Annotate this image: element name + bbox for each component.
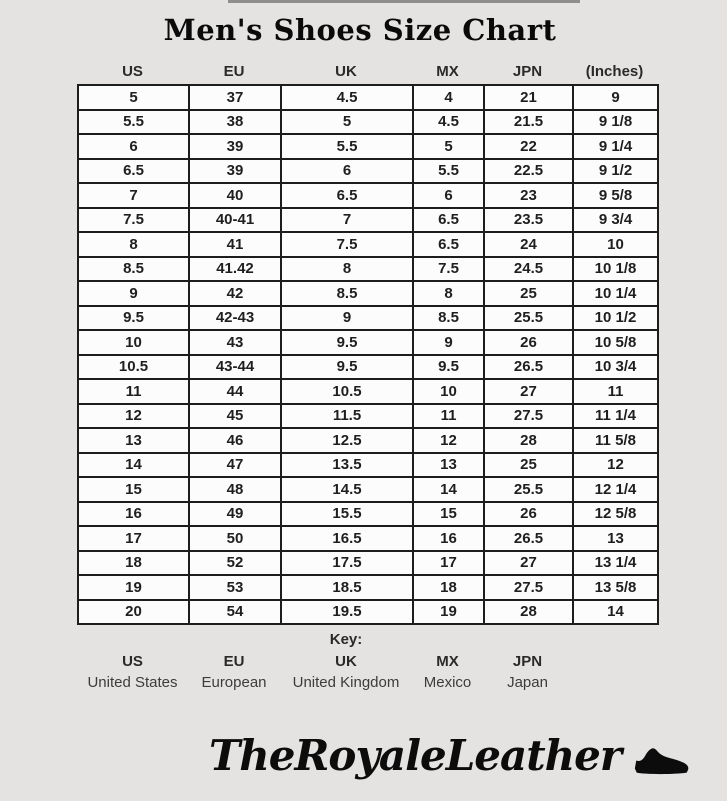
table-cell: 6 <box>281 159 413 184</box>
table-cell: 7 <box>281 208 413 233</box>
table-cell: 9 <box>281 306 413 331</box>
table-cell: 12 1/4 <box>573 477 658 502</box>
table-cell: 24 <box>484 232 573 257</box>
table-cell: 9.5 <box>413 355 484 380</box>
table-cell: 13 <box>413 453 484 478</box>
column-header-mx: MX <box>436 62 459 80</box>
table-column-headers <box>77 58 657 84</box>
table-cell: 9.5 <box>281 330 413 355</box>
table-cell: 20 <box>78 600 189 625</box>
table-cell: 10 <box>78 330 189 355</box>
table-cell: 42 <box>189 281 281 306</box>
table-cell: 13.5 <box>281 453 413 478</box>
table-row <box>78 453 658 478</box>
table-cell: 10 1/2 <box>573 306 658 331</box>
table-cell: 9 3/4 <box>573 208 658 233</box>
table-cell: 27.5 <box>484 575 573 600</box>
table-cell: 12 5/8 <box>573 502 658 527</box>
table-cell: 11 1/4 <box>573 404 658 429</box>
table-cell: 8.5 <box>78 257 189 282</box>
key-name-jpn: Japan <box>507 674 548 691</box>
table-cell: 16 <box>413 526 484 551</box>
table-cell: 14.5 <box>281 477 413 502</box>
table-cell: 48 <box>189 477 281 502</box>
table-cell: 10 5/8 <box>573 330 658 355</box>
table-cell: 28 <box>484 600 573 625</box>
table-cell: 24.5 <box>484 257 573 282</box>
table-cell: 13 <box>78 428 189 453</box>
table-cell: 12 <box>413 428 484 453</box>
table-row <box>78 232 658 257</box>
table-cell: 5.5 <box>78 110 189 135</box>
table-cell: 38 <box>189 110 281 135</box>
table-cell: 11 <box>78 379 189 404</box>
size-table-body <box>78 85 658 624</box>
table-cell: 25.5 <box>484 306 573 331</box>
table-cell: 10 1/8 <box>573 257 658 282</box>
column-header-inches: (Inches) <box>585 62 644 80</box>
table-cell: 4.5 <box>281 85 413 110</box>
table-cell: 49 <box>189 502 281 527</box>
table-cell: 7 <box>78 183 189 208</box>
table-cell: 41.42 <box>189 257 281 282</box>
table-row <box>78 355 658 380</box>
table-cell: 6.5 <box>281 183 413 208</box>
table-cell: 18.5 <box>281 575 413 600</box>
table-row <box>78 159 658 184</box>
table-cell: 9 1/8 <box>573 110 658 135</box>
table-cell: 26 <box>484 502 573 527</box>
table-cell: 9 <box>78 281 189 306</box>
table-cell: 12 <box>78 404 189 429</box>
table-cell: 11 <box>413 404 484 429</box>
table-cell: 15 <box>413 502 484 527</box>
key-name-mx: Mexico <box>423 674 472 691</box>
table-cell: 10.5 <box>78 355 189 380</box>
key-name-uk: United Kingdom <box>292 674 400 691</box>
table-cell: 17 <box>413 551 484 576</box>
table-cell: 26.5 <box>484 355 573 380</box>
table-cell: 26 <box>484 330 573 355</box>
column-header-uk: UK <box>335 62 357 80</box>
table-cell: 45 <box>189 404 281 429</box>
table-cell: 8 <box>78 232 189 257</box>
table-cell: 43 <box>189 330 281 355</box>
key-section <box>77 631 657 691</box>
table-cell: 19.5 <box>281 600 413 625</box>
table-cell: 9 <box>573 85 658 110</box>
brand-logo <box>0 733 727 779</box>
table-row <box>78 379 658 404</box>
column-header-eu: EU <box>223 62 245 80</box>
size-chart-area <box>77 58 657 691</box>
size-conversion-table <box>77 84 659 625</box>
table-cell: 47 <box>189 453 281 478</box>
table-cell: 52 <box>189 551 281 576</box>
table-row <box>78 306 658 331</box>
table-row <box>78 575 658 600</box>
table-cell: 12.5 <box>281 428 413 453</box>
table-cell: 23 <box>484 183 573 208</box>
table-cell: 9.5 <box>281 355 413 380</box>
table-cell: 43-44 <box>189 355 281 380</box>
key-abbr-eu: EU <box>223 653 245 670</box>
table-row <box>78 134 658 159</box>
table-cell: 9 1/4 <box>573 134 658 159</box>
table-cell: 40-41 <box>189 208 281 233</box>
table-cell: 10 <box>413 379 484 404</box>
table-cell: 10 3/4 <box>573 355 658 380</box>
table-cell: 8 <box>281 257 413 282</box>
table-cell: 4 <box>413 85 484 110</box>
column-header-jpn: JPN <box>512 62 543 80</box>
table-cell: 17.5 <box>281 551 413 576</box>
table-cell: 5 <box>78 85 189 110</box>
table-cell: 17 <box>78 526 189 551</box>
table-cell: 19 <box>78 575 189 600</box>
table-cell: 25 <box>484 453 573 478</box>
table-row <box>78 404 658 429</box>
table-row <box>78 526 658 551</box>
table-cell: 42-43 <box>189 306 281 331</box>
table-cell: 53 <box>189 575 281 600</box>
table-row <box>78 183 658 208</box>
table-cell: 10 <box>573 232 658 257</box>
table-cell: 9 5/8 <box>573 183 658 208</box>
table-row <box>78 110 658 135</box>
table-cell: 25.5 <box>484 477 573 502</box>
table-cell: 7.5 <box>281 232 413 257</box>
table-cell: 6 <box>78 134 189 159</box>
table-cell: 46 <box>189 428 281 453</box>
table-cell: 13 5/8 <box>573 575 658 600</box>
brand-logo-text: TheRoyaleLeather <box>209 731 621 780</box>
table-cell: 11 <box>573 379 658 404</box>
table-cell: 9 1/2 <box>573 159 658 184</box>
table-cell: 13 <box>573 526 658 551</box>
table-cell: 9 <box>413 330 484 355</box>
table-cell: 27 <box>484 551 573 576</box>
table-cell: 8 <box>413 281 484 306</box>
table-row <box>78 477 658 502</box>
key-abbr-jpn: JPN <box>512 653 543 670</box>
key-name-us: United States <box>87 674 178 691</box>
table-cell: 27 <box>484 379 573 404</box>
table-cell: 14 <box>413 477 484 502</box>
table-cell: 12 <box>573 453 658 478</box>
table-row <box>78 208 658 233</box>
table-cell: 28 <box>484 428 573 453</box>
table-row <box>78 281 658 306</box>
table-cell: 8.5 <box>413 306 484 331</box>
key-label: Key: <box>329 631 363 648</box>
table-cell: 26.5 <box>484 526 573 551</box>
table-cell: 50 <box>189 526 281 551</box>
table-cell: 22.5 <box>484 159 573 184</box>
table-row <box>78 257 658 282</box>
table-cell: 14 <box>78 453 189 478</box>
table-cell: 18 <box>78 551 189 576</box>
table-cell: 21.5 <box>484 110 573 135</box>
table-cell: 22 <box>484 134 573 159</box>
table-cell: 5.5 <box>413 159 484 184</box>
table-cell: 15.5 <box>281 502 413 527</box>
column-header-us: US <box>122 62 143 80</box>
table-cell: 10 1/4 <box>573 281 658 306</box>
key-abbr-uk: UK <box>335 653 357 670</box>
table-cell: 11.5 <box>281 404 413 429</box>
top-crop-artifact-bar <box>228 0 580 3</box>
table-cell: 11 5/8 <box>573 428 658 453</box>
table-cell: 5 <box>281 110 413 135</box>
table-cell: 6.5 <box>78 159 189 184</box>
key-name-eu: European <box>201 674 267 691</box>
table-cell: 18 <box>413 575 484 600</box>
table-row <box>78 428 658 453</box>
table-cell: 16.5 <box>281 526 413 551</box>
table-cell: 27.5 <box>484 404 573 429</box>
table-cell: 40 <box>189 183 281 208</box>
table-cell: 15 <box>78 477 189 502</box>
dress-shoe-icon <box>633 745 689 777</box>
table-cell: 6 <box>413 183 484 208</box>
table-cell: 10.5 <box>281 379 413 404</box>
key-abbr-us: US <box>122 653 143 670</box>
table-cell: 6.5 <box>413 208 484 233</box>
table-row <box>78 502 658 527</box>
table-cell: 41 <box>189 232 281 257</box>
table-cell: 21 <box>484 85 573 110</box>
table-cell: 5 <box>413 134 484 159</box>
table-cell: 4.5 <box>413 110 484 135</box>
table-cell: 37 <box>189 85 281 110</box>
table-cell: 44 <box>189 379 281 404</box>
table-cell: 39 <box>189 159 281 184</box>
key-abbr-mx: MX <box>436 653 459 670</box>
table-row <box>78 85 658 110</box>
table-row <box>78 330 658 355</box>
table-cell: 16 <box>78 502 189 527</box>
table-cell: 7.5 <box>78 208 189 233</box>
table-cell: 6.5 <box>413 232 484 257</box>
table-cell: 25 <box>484 281 573 306</box>
table-cell: 8.5 <box>281 281 413 306</box>
table-cell: 23.5 <box>484 208 573 233</box>
table-cell: 13 1/4 <box>573 551 658 576</box>
table-cell: 7.5 <box>413 257 484 282</box>
table-cell: 5.5 <box>281 134 413 159</box>
table-cell: 9.5 <box>78 306 189 331</box>
page-title: Men's Shoes Size Chart <box>163 13 557 47</box>
table-cell: 54 <box>189 600 281 625</box>
table-cell: 39 <box>189 134 281 159</box>
table-cell: 19 <box>413 600 484 625</box>
table-row <box>78 600 658 625</box>
table-cell: 14 <box>573 600 658 625</box>
table-row <box>78 551 658 576</box>
